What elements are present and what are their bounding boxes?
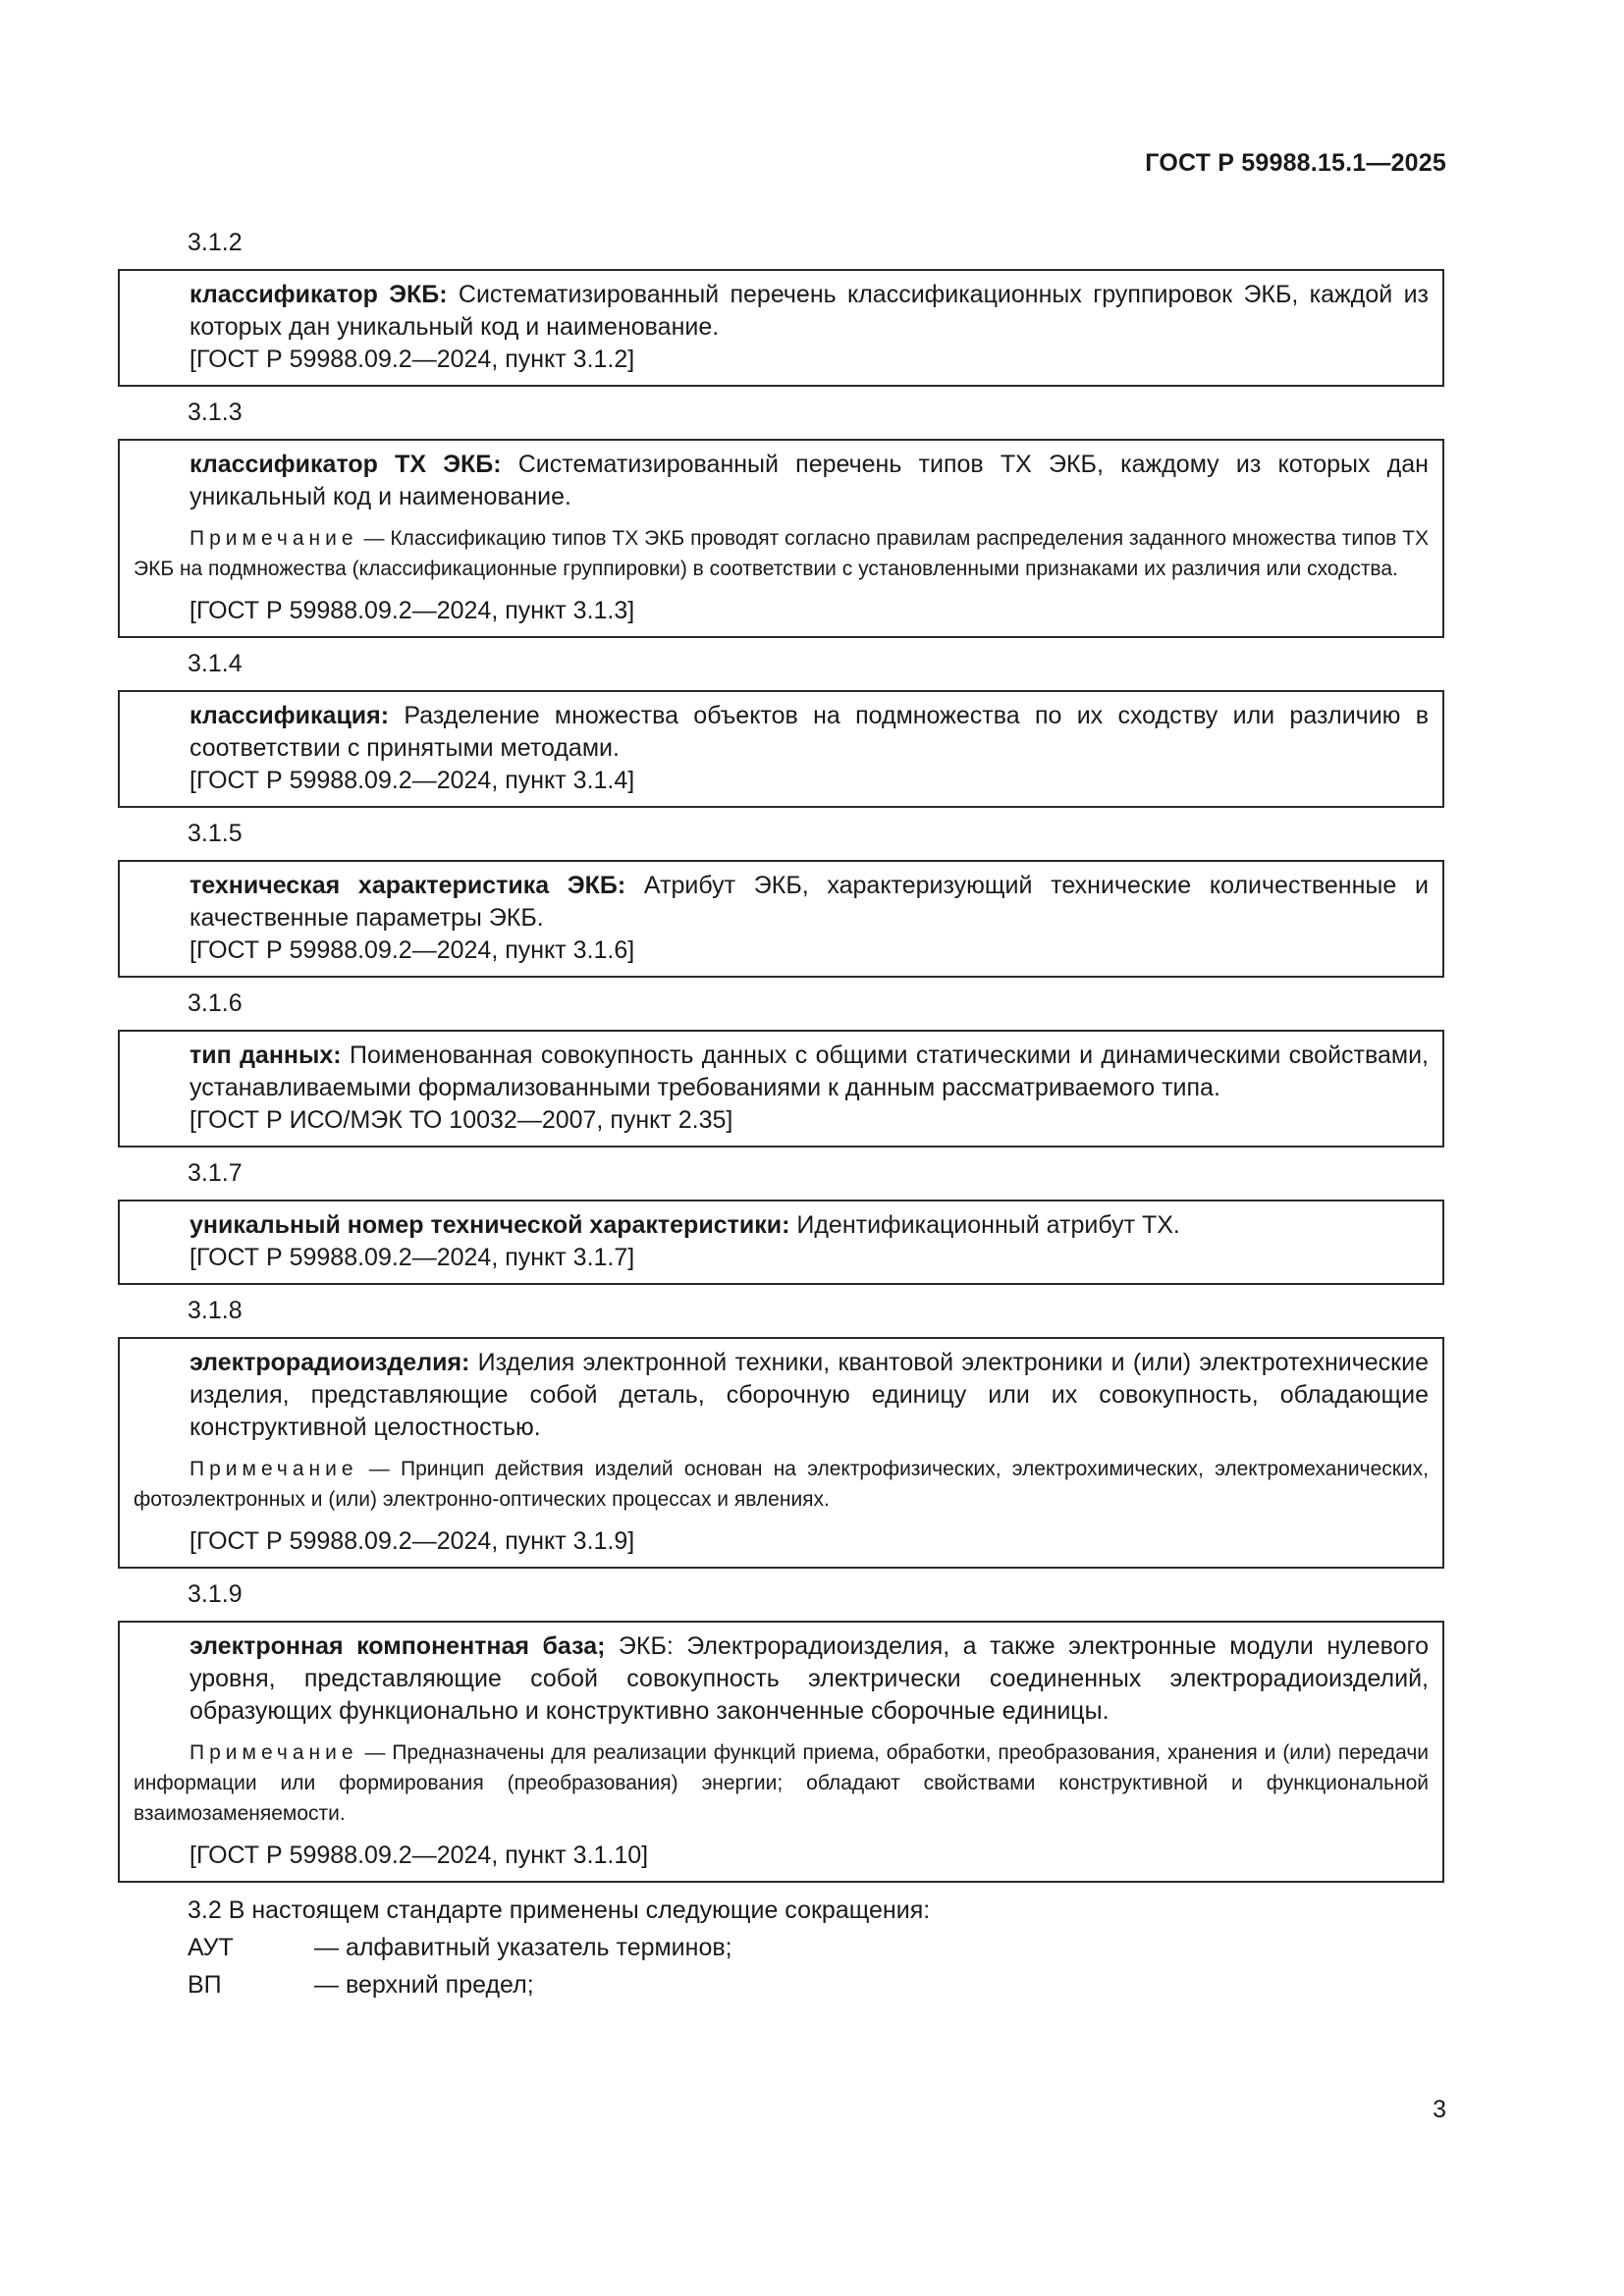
term-note	[134, 523, 1429, 584]
term-definition	[189, 700, 1429, 765]
entry-number: 3.1.9	[188, 1580, 243, 1608]
term-name: уникальный номер технической характеристики:	[189, 1211, 790, 1239]
term-definition	[189, 1209, 1429, 1242]
abbreviation: АУТ	[188, 1934, 234, 1961]
term-reference: [ГОСТ Р 59988.09.2—2024, пункт 3.1.2]	[189, 346, 635, 373]
entry-number: 3.1.3	[188, 399, 243, 426]
term-note	[134, 1737, 1429, 1829]
entry-number: 3.1.6	[188, 989, 243, 1017]
definition-text: Идентификационный атрибут ТХ.	[789, 1211, 1180, 1239]
term-name: классификатор ТХ ЭКБ:	[189, 451, 502, 478]
definition-text: Поименованная совокупность данных с общими статическими и динамическими свойствами, устанавливаемыми формализованными требованиями к данным рассматриваемого типа.	[189, 1041, 1429, 1101]
term-entry-box	[118, 269, 1444, 387]
definition-text: Систематизированный перечень типов ТХ ЭКБ, каждому из которых дан уникальный код и наименование.	[189, 451, 1429, 510]
entry-number: 3.1.8	[188, 1297, 243, 1324]
definition-text: ЭКБ: Электрорадиоизделия, а также электронные модули нулевого уровня, представляющие собой совокупность электрически соединенных электрорадиоизделий, образующих функционально и конструктивно законченные сборочные единицы.	[189, 1632, 1429, 1725]
term-name: электронная компонентная база;	[189, 1632, 606, 1660]
term-entry-box	[118, 1200, 1444, 1285]
term-definition	[189, 1630, 1429, 1728]
term-reference: [ГОСТ Р 59988.09.2—2024, пункт 3.1.9]	[189, 1527, 635, 1555]
section-3-2-intro: 3.2 В настоящем стандарте применены следующие сокращения:	[188, 1896, 931, 1924]
term-name: классификация:	[189, 702, 390, 729]
term-definition	[189, 279, 1429, 344]
entry-number: 3.1.5	[188, 820, 243, 847]
term-entry-box	[118, 860, 1444, 978]
note-text: — Классификацию типов ТХ ЭКБ проводят согласно правилам распределения заданного множества типов ТХ ЭКБ на подмножества (классификационные группировки) в соответствии с установленными признаками их различия или сходства.	[134, 527, 1429, 580]
page-number: 3	[1433, 2096, 1446, 2123]
abbreviation: ВП	[188, 1971, 222, 1999]
term-reference: [ГОСТ Р 59988.09.2—2024, пункт 3.1.10]	[189, 1842, 649, 1869]
term-entry-box	[118, 690, 1444, 808]
term-reference: [ГОСТ Р ИСО/МЭК ТО 10032—2007, пункт 2.35]	[189, 1106, 733, 1134]
abbreviation-row	[118, 1966, 1439, 2003]
term-reference: [ГОСТ Р 59988.09.2—2024, пункт 3.1.3]	[189, 597, 635, 624]
term-name: электрорадиоизделия:	[189, 1349, 470, 1376]
definition-text: Изделия электронной техники, квантовой электроники и (или) электротехнические изделия, представляющие собой деталь, сборочную единицу или их совокупность, обладающие конструктивной целостностью.	[189, 1349, 1429, 1441]
note-label: Примечание	[189, 1458, 358, 1480]
term-entry-box	[118, 439, 1444, 638]
abbreviation-text: — алфавитный указатель терминов;	[314, 1934, 732, 1961]
term-definition	[189, 1040, 1429, 1104]
term-reference: [ГОСТ Р 59988.09.2—2024, пункт 3.1.4]	[189, 767, 635, 794]
term-reference: [ГОСТ Р 59988.09.2—2024, пункт 3.1.6]	[189, 936, 635, 964]
term-note	[134, 1454, 1429, 1515]
definition-text: Атрибут ЭКБ, характеризующий технические количественные и качественные параметры ЭКБ.	[189, 872, 1429, 932]
abbreviation-row	[118, 1929, 1439, 1966]
term-name: техническая характеристика ЭКБ:	[189, 872, 626, 899]
document-header: ГОСТ Р 59988.15.1—2025	[1145, 149, 1446, 177]
term-entry-box	[118, 1621, 1444, 1883]
abbreviation-text: — верхний предел;	[314, 1971, 534, 1999]
entry-number: 3.1.4	[188, 650, 243, 677]
term-definition	[189, 870, 1429, 934]
entry-number: 3.1.7	[188, 1159, 243, 1187]
term-name: классификатор ЭКБ:	[189, 281, 448, 308]
term-name: тип данных:	[189, 1041, 342, 1069]
definition-text: Систематизированный перечень классификационных группировок ЭКБ, каждой из которых дан уникальный код и наименование.	[189, 281, 1429, 341]
note-label: Примечание	[189, 1741, 358, 1764]
term-entry-box	[118, 1337, 1444, 1569]
note-text: — Предназначены для реализации функций приема, обработки, преобразования, хранения и (или) передачи информации или формирования (преобразования) энергии; обладают свойствами конструктивной и функциональной взаимозаменяемости.	[134, 1741, 1429, 1825]
term-definition	[189, 1347, 1429, 1444]
note-label: Примечание	[189, 527, 358, 550]
note-text: — Принцип действия изделий основан на электрофизических, электрохимических, электромеханических, фотоэлектронных и (или) электронно-оптических процессах и явлениях.	[134, 1458, 1429, 1511]
term-definition	[189, 449, 1429, 513]
definition-text: Разделение множества объектов на подмножества по их сходству или различию в соответствии с принятыми методами.	[189, 702, 1429, 762]
terms-section	[118, 226, 1439, 2003]
term-entry-box	[118, 1030, 1444, 1148]
term-reference: [ГОСТ Р 59988.09.2—2024, пункт 3.1.7]	[189, 1244, 635, 1271]
entry-number: 3.1.2	[188, 229, 243, 256]
